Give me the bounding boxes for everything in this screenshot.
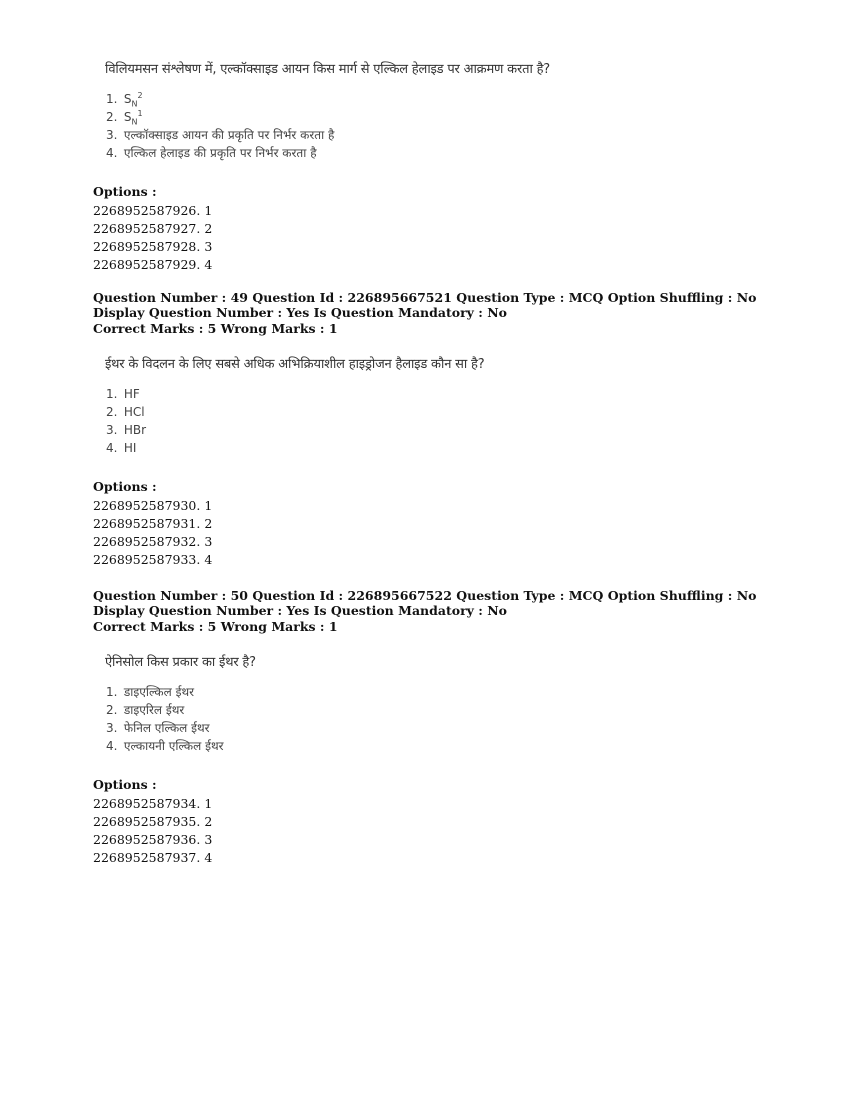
option-id: 2268952587932. 3	[93, 534, 213, 549]
options-title: Options :	[93, 777, 157, 792]
question-block-48	[0, 62, 850, 274]
option-id: 2268952587926. 1	[93, 203, 213, 218]
options-list	[93, 202, 850, 274]
option-id: 2268952587936. 3	[93, 832, 213, 847]
choice-item: 2. डाइएरिल ईथर	[106, 703, 185, 717]
option-id: 2268952587929. 4	[93, 257, 213, 272]
question-block-49	[0, 290, 850, 569]
option-id: 2268952587933. 4	[93, 552, 213, 567]
question-block-50	[0, 588, 850, 867]
choice-item: 2. HCl	[106, 405, 145, 419]
option-id: 2268952587935. 2	[93, 814, 213, 829]
option-id: 2268952587928. 3	[93, 239, 213, 254]
choice-item: 1. HF	[106, 387, 140, 401]
choice-item: 3. एल्कॉक्साइड आयन की प्रकृति पर निर्भर करता है	[106, 128, 335, 142]
choice-item: 3. फेनिल एल्किल ईथर	[106, 721, 210, 735]
question-text: ऐनिसोल किस प्रकार का ईथर है?	[105, 655, 256, 670]
choice-list	[106, 683, 850, 755]
choice-item: 4. एल्कायनी एल्किल ईथर	[106, 739, 224, 753]
question-text: विलियमसन संश्लेषण में, एल्कॉक्साइड आयन किस मार्ग से एल्किल हेलाइड पर आक्रमण करता है?	[105, 62, 550, 77]
question-text: ईथर के विदलन के लिए सबसे अधिक अभिक्रियाशील हाइड्रोजन हैलाइड कौन सा है?	[105, 357, 485, 372]
options-list	[93, 795, 850, 867]
choice-item: 3. HBr	[106, 423, 147, 437]
option-id: 2268952587931. 2	[93, 516, 213, 531]
marks-line: Correct Marks : 5 Wrong Marks : 1	[93, 321, 338, 336]
question-meta: Question Number : 50 Question Id : 226895667522 Question Type : MCQ Option Shuffling : No Display Question Number : Yes Is Question Mandatory : No	[93, 588, 757, 618]
option-id: 2268952587930. 1	[93, 498, 213, 513]
choice-item: 1. $S_N^2$	[106, 91, 143, 109]
options-title: Options :	[93, 479, 157, 494]
choice-list	[106, 385, 850, 457]
marks-line: Correct Marks : 5 Wrong Marks : 1	[93, 619, 338, 634]
option-id: 2268952587934. 1	[93, 796, 213, 811]
option-id: 2268952587937. 4	[93, 850, 213, 865]
choice-list	[106, 90, 850, 162]
options-title: Options :	[93, 184, 157, 199]
options-list	[93, 497, 850, 569]
question-meta: Question Number : 49 Question Id : 226895667521 Question Type : MCQ Option Shuffling : No Display Question Number : Yes Is Question Mandatory : No	[93, 290, 757, 320]
choice-item: 1. डाइएल्किल ईथर	[106, 685, 195, 699]
choice-item: 2. $S_N^1$	[106, 109, 143, 127]
choice-item: 4. एल्किल हेलाइड की प्रकृति पर निर्भर करता है	[106, 146, 317, 160]
option-id: 2268952587927. 2	[93, 221, 213, 236]
choice-item: 4. HI	[106, 441, 137, 455]
